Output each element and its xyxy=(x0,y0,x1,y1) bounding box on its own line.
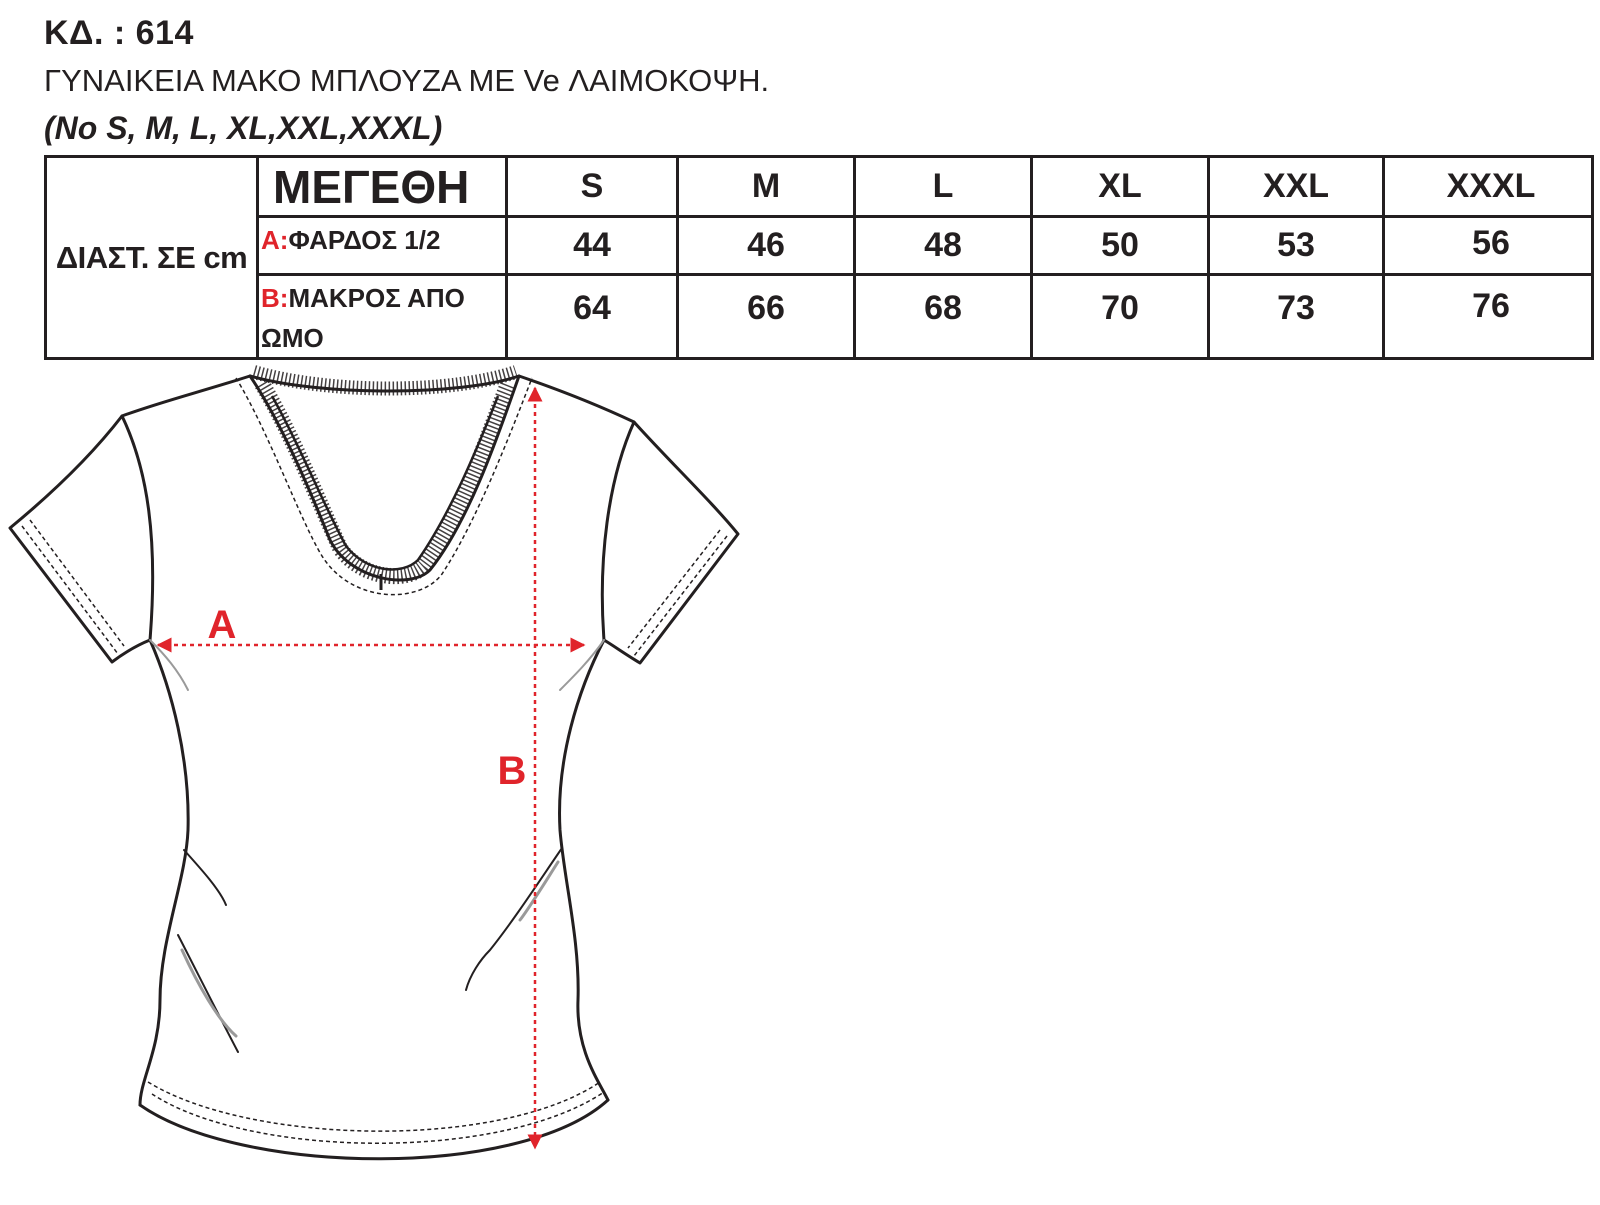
row-label-width-text: ΦΑΡΔΟΣ 1/2 xyxy=(288,225,441,255)
table-divider xyxy=(256,273,1591,276)
product-code: ΚΔ. : 614 xyxy=(44,14,194,52)
tshirt-technical-drawing xyxy=(0,360,780,1205)
size-header-xxxl: XXXL xyxy=(1446,167,1536,205)
tshirt-outline xyxy=(10,376,738,1159)
size-header-s: S xyxy=(580,167,604,205)
size-header-xl: XL xyxy=(1098,167,1142,205)
neckline-rib-band xyxy=(236,372,532,595)
length-value-s: 64 xyxy=(573,289,611,327)
row-letter-a: A: xyxy=(261,225,289,255)
row-label-length-line2: ΩΜΟ xyxy=(261,323,324,353)
marker-a-label: A xyxy=(207,603,237,647)
available-sizes: (Νο S, M, L, XL,XXL,XXXL) xyxy=(44,110,443,146)
measurement-b xyxy=(498,388,535,1148)
row-label-length-line1: ΜΑΚΡΟΣ ΑΠΟ xyxy=(288,283,465,313)
width-value-xxxl: 56 xyxy=(1472,224,1510,262)
row-letter-b: B: xyxy=(261,283,289,313)
row-label-width xyxy=(259,220,505,272)
width-value-l: 48 xyxy=(924,226,962,264)
size-chart-table xyxy=(44,155,1594,360)
size-header-m: M xyxy=(751,167,781,205)
length-value-l: 68 xyxy=(924,289,962,327)
length-value-xl: 70 xyxy=(1101,289,1139,327)
width-value-xxl: 53 xyxy=(1277,226,1315,264)
width-value-xl: 50 xyxy=(1101,226,1139,264)
width-value-m: 46 xyxy=(747,226,785,264)
sizes-heading: ΜΕΓΕΘΗ xyxy=(273,160,470,213)
measurement-a xyxy=(158,603,584,647)
width-value-s: 44 xyxy=(573,226,611,264)
length-value-m: 66 xyxy=(747,289,785,327)
marker-b-label: B xyxy=(497,749,527,793)
row-label-length xyxy=(259,278,505,358)
dimensions-label: ΔΙΑΣΤ. ΣΕ cm xyxy=(55,239,248,275)
length-value-xxl: 73 xyxy=(1277,289,1315,327)
size-header-l: L xyxy=(932,167,954,205)
size-header-xxl: XXL xyxy=(1262,167,1330,205)
product-description: ΓΥΝΑΙΚΕΙΑ ΜΑΚΟ ΜΠΛΟΥΖΑ ΜΕ Ve ΛΑΙΜΟΚΟΨΗ. xyxy=(44,63,770,98)
stitch-lines xyxy=(22,520,727,1143)
length-value-xxxl: 76 xyxy=(1472,287,1510,325)
